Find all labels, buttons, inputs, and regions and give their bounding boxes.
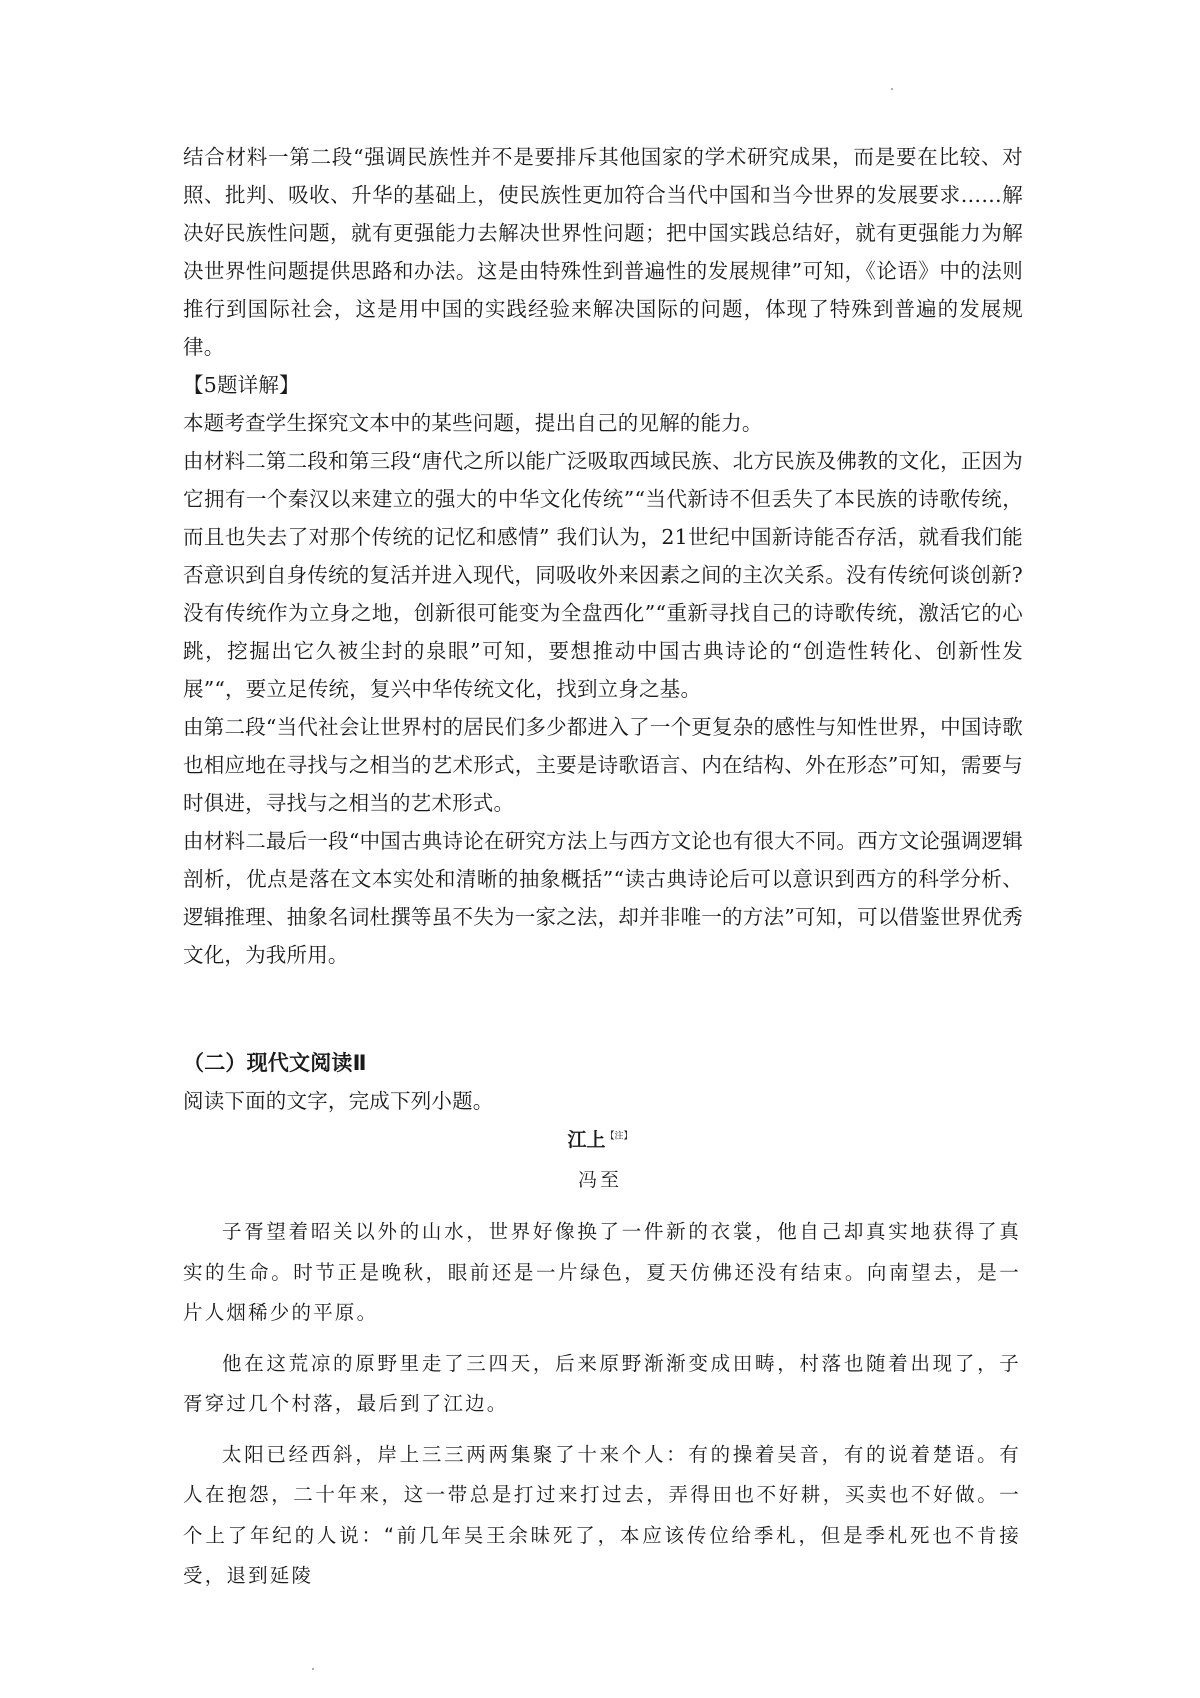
story-paragraph: 子胥望着昭关以外的山水，世界好像换了一件新的衣裳，他自己却真实地获得了真实的生命。时节正是晚秋，眼前还是一片绿色，夏天仿佛还没有结束。向南望去，是一片人烟稀少的平原。 bbox=[183, 1220, 1021, 1324]
story-author: 冯至 bbox=[577, 1169, 622, 1191]
section-heading: （二）现代文阅读Ⅱ bbox=[183, 1051, 367, 1075]
story-title-note: 【注】 bbox=[605, 1131, 633, 1142]
question-5-heading: 【5题详解】 bbox=[183, 373, 300, 397]
story-paragraph: 他在这荒凉的原野里走了三四天，后来原野渐渐变成田畴，村落也随着出现了，子胥穿过几个村落，最后到了江边。 bbox=[183, 1351, 1021, 1415]
scan-speck bbox=[891, 88, 893, 90]
analysis-paragraph-5: 由材料二最后一段“中国古典诗论在研究方法上与西方文论也有很大不同。西方文论强调逻辑剖析，优点是落在文本实处和清晰的抽象概括”“读古典诗论后可以意识到西方的科学分析、逻辑推理、抽象名词杜撰等虽不失为一家之法，却并非唯一的方法”可知，可以借鉴世界优秀文化，为我所用。 bbox=[183, 829, 1023, 967]
scan-speck bbox=[312, 1668, 314, 1670]
story-body bbox=[183, 1212, 1021, 1597]
analysis-paragraph-4: 由第二段“当代社会让世界村的居民们多少都进入了一个更复杂的感性与知性世界，中国诗歌也相应地在寻找与之相当的艺术形式，主要是诗歌语言、内在结构、外在形态”可知，需要与时俱进，寻找与之相当的艺术形式。 bbox=[183, 715, 1023, 815]
story-title bbox=[0, 1125, 1200, 1152]
story-title-text: 江上 bbox=[567, 1129, 606, 1151]
answer-analysis bbox=[183, 138, 1023, 974]
analysis-paragraph-1: 结合材料一第二段“强调民族性并不是要排斥其他国家的学术研究成果，而是要在比较、对照、批判、吸收、升华的基础上，使民族性更加符合当代中国和当今世界的发展要求……解决好民族性问题，就有更强能力去解决世界性问题；把中国实践总结好，就有更强能力为解决世界性问题提供思路和办法。这是由特殊性到普遍性的发展规律”可知，《论语》中的法则推行到国际社会，这是用中国的实践经验来解决国际的问题，体现了特殊到普遍的发展规律。 bbox=[183, 145, 1023, 359]
analysis-paragraph-2: 本题考查学生探究文本中的某些问题，提出自己的见解的能力。 bbox=[183, 411, 763, 435]
section-block bbox=[183, 1044, 1023, 1120]
analysis-paragraph-3: 由材料二第二段和第三段“唐代之所以能广泛吸取西域民族、北方民族及佛教的文化，正因为它拥有一个秦汉以来建立的强大的中华文化传统”“当代新诗不但丢失了本民族的诗歌传统，而且也失去了对那个传统的记忆和感情” 我们认为，21世纪中国新诗能否存活，就看我们能否意识到自身传统的复活并进入现代，同吸收外来因素之间的主次关系。没有传统何谈创新?没有传统作为立身之地，创新很可能变为全盘西化”“重新寻找自己的诗歌传统，激活它的心跳，挖掘出它久被尘封的泉眼”可知，要想推动中国古典诗论的“创造性转化、创新性发展”“，要立足传统，复兴中华传统文化，找到立身之基。 bbox=[183, 449, 1023, 701]
story-paragraph: 太阳已经西斜，岸上三三两两集聚了十来个人：有的操着吴音，有的说着楚语。有人在抱怨，二十年来，这一带总是打过来打过去，弄得田也不好耕，买卖也不好做。一个上了年纪的人说：“前几年吴王余昧死了，本应该传位给季札，但是季札死也不肯接受，退到延陵 bbox=[183, 1442, 1021, 1587]
section-instruction: 阅读下面的文字，完成下列小题。 bbox=[183, 1089, 494, 1113]
